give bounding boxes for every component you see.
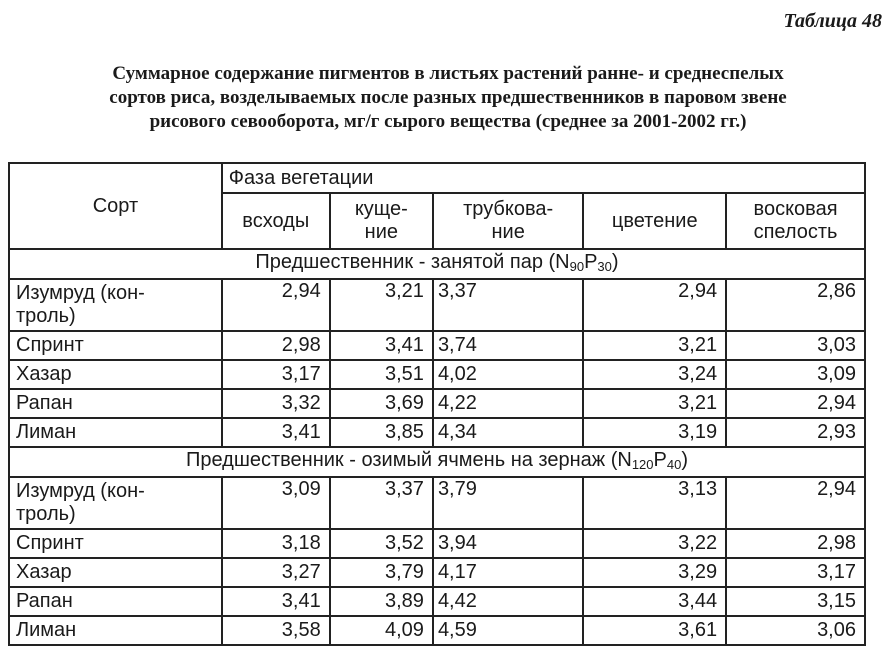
table-row	[9, 360, 865, 389]
table-row	[9, 389, 865, 418]
section-title	[9, 249, 865, 279]
variety-name: Изумруд (кон- троль)	[9, 477, 222, 529]
value-cell: 4,09	[330, 616, 433, 645]
value-cell: 4,22	[433, 389, 583, 418]
value-cell: 3,32	[222, 389, 330, 418]
value-cell: 3,27	[222, 558, 330, 587]
table-caption	[20, 62, 876, 134]
value-cell: 3,74	[433, 331, 583, 360]
section-title-part: 30	[597, 258, 612, 274]
value-cell: 2,98	[726, 529, 865, 558]
table-body	[9, 249, 865, 645]
table-row	[9, 616, 865, 645]
value-cell: 3,22	[583, 529, 726, 558]
section-title-part: P	[584, 250, 598, 273]
value-cell: 3,41	[330, 331, 433, 360]
header-phase: куще- ние	[330, 193, 433, 249]
table-row	[9, 477, 865, 529]
variety-name: Хазар	[9, 360, 222, 389]
value-cell: 3,13	[583, 477, 726, 529]
value-cell: 3,89	[330, 587, 433, 616]
variety-name: Рапан	[9, 389, 222, 418]
section-title-part: 90	[569, 258, 585, 274]
value-cell: 2,86	[726, 279, 865, 331]
section-title-part: )	[611, 250, 619, 273]
variety-name: Спринт	[9, 529, 222, 558]
value-cell: 3,21	[583, 389, 726, 418]
value-cell: 2,98	[222, 331, 330, 360]
value-cell: 3,09	[222, 477, 330, 529]
value-cell: 3,52	[330, 529, 433, 558]
header-variety: Сорт	[9, 163, 222, 249]
table-row	[9, 587, 865, 616]
table-row	[9, 331, 865, 360]
table-row	[9, 529, 865, 558]
value-cell: 3,37	[433, 279, 583, 331]
value-cell: 3,21	[583, 331, 726, 360]
variety-name: Рапан	[9, 587, 222, 616]
value-cell: 3,21	[330, 279, 433, 331]
value-cell: 4,17	[433, 558, 583, 587]
value-cell: 3,79	[433, 477, 583, 529]
table-row	[9, 418, 865, 447]
value-cell: 3,44	[583, 587, 726, 616]
header-phase: цветение	[583, 193, 726, 249]
caption-line: рисового севооборота, мг/г сырого вещества (среднее за 2001-2002 гг.)	[149, 111, 747, 132]
table-number: Таблица 48	[783, 10, 882, 32]
section-title-part: Предшественник - занятой пар (N	[255, 250, 570, 273]
value-cell: 3,03	[726, 331, 865, 360]
header-phase: трубкова- ние	[433, 193, 583, 249]
value-cell: 3,24	[583, 360, 726, 389]
value-cell: 3,61	[583, 616, 726, 645]
value-cell: 3,06	[726, 616, 865, 645]
header-phase: всходы	[222, 193, 330, 249]
value-cell: 3,19	[583, 418, 726, 447]
value-cell: 3,51	[330, 360, 433, 389]
value-cell: 3,69	[330, 389, 433, 418]
section-title-part: 40	[666, 456, 682, 472]
value-cell: 4,02	[433, 360, 583, 389]
section-title-part: P	[653, 448, 667, 471]
value-cell: 2,94	[726, 477, 865, 529]
variety-name: Лиман	[9, 418, 222, 447]
value-cell: 3,85	[330, 418, 433, 447]
value-cell: 2,94	[726, 389, 865, 418]
variety-name: Изумруд (кон- троль)	[9, 279, 222, 331]
section-title-part: )	[681, 448, 689, 471]
variety-name: Хазар	[9, 558, 222, 587]
caption-line: Суммарное содержание пигментов в листьях растений ранне- и среднеспелых	[112, 63, 784, 84]
value-cell: 3,17	[222, 360, 330, 389]
header-phase: восковая спелость	[726, 193, 865, 249]
value-cell: 3,09	[726, 360, 865, 389]
value-cell: 3,41	[222, 587, 330, 616]
value-cell: 4,59	[433, 616, 583, 645]
value-cell: 2,94	[583, 279, 726, 331]
table-row	[9, 558, 865, 587]
value-cell: 3,37	[330, 477, 433, 529]
value-cell: 4,42	[433, 587, 583, 616]
pigment-table	[8, 162, 866, 646]
variety-name: Лиман	[9, 616, 222, 645]
value-cell: 4,34	[433, 418, 583, 447]
section-title	[9, 447, 865, 477]
value-cell: 3,29	[583, 558, 726, 587]
value-cell: 3,17	[726, 558, 865, 587]
value-cell: 3,18	[222, 529, 330, 558]
header-phase-group: Фаза вегетации	[222, 163, 865, 193]
value-cell: 3,79	[330, 558, 433, 587]
value-cell: 3,41	[222, 418, 330, 447]
value-cell: 3,15	[726, 587, 865, 616]
section-title-part: Предшественник - озимый ячмень на зернаж (N	[185, 448, 632, 471]
value-cell: 2,94	[222, 279, 330, 331]
value-cell: 2,93	[726, 418, 865, 447]
section-title-part: 120	[631, 456, 654, 472]
table-row	[9, 279, 865, 331]
caption-line: сортов риса, возделываемых после разных предшественников в паровом звене	[109, 87, 787, 108]
value-cell: 3,94	[433, 529, 583, 558]
variety-name: Спринт	[9, 331, 222, 360]
value-cell: 3,58	[222, 616, 330, 645]
